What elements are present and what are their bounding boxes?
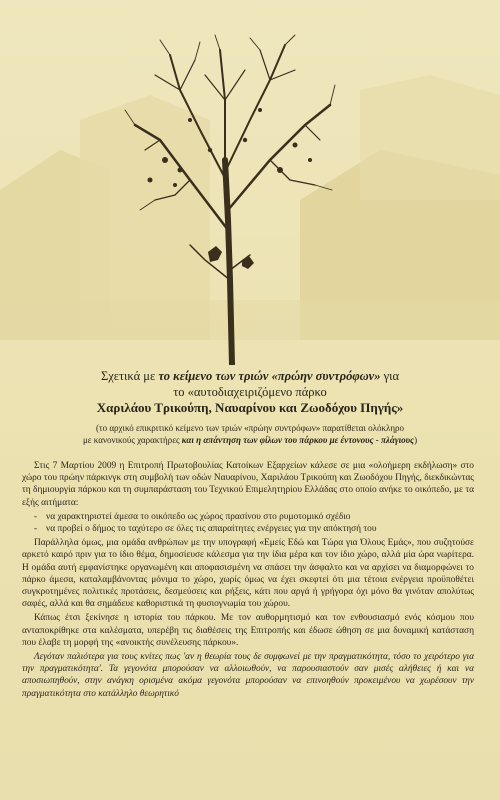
article-body [22, 460, 474, 702]
heading-line-2: το «αυτοδιαχειριζόμενο πάρκο [173, 385, 327, 399]
paragraph-1: Στις 7 Μαρτίου 2009 η Επιτροπή Πρωτοβουλίας Κατοίκων Εξαρχείων κάλεσε σε μια «ολοήμερη εκδήλωση» στο χώρο του πρώην πάρκινγκ στη συμβολή των οδών Ναυαρίνου, Χαριλάου Τρικούπη και Ζωοδόχου Πηγής, διεκδικώντας τη δημιουργία πάρκου και τη συμπαράσταση του Τεχνικού Επιμελητηρίου Ελλάδας στο οποίο ανήκε το οικόπεδο, με τα εξής αιτήματα: [22, 461, 474, 508]
heading-suffix: για [380, 369, 400, 383]
note-end: ) [414, 435, 418, 445]
note-plain: με κανονικούς χαρακτήρες [82, 435, 182, 445]
note-line-2 [20, 434, 480, 446]
list-item: - να χαρακτηριστεί άμεσα το οικόπεδο ως χώρος πρασίνου στο ρυμοτομικό σχέδιο [34, 511, 474, 523]
note-emphasis: και η απάντηση των φίλων του πάρκου με έντονους - πλάγιους [181, 435, 415, 445]
paragraph-4: Λεγόταν παλιότερα για τους κνίτες πως 'αν η θεωρία τους δε συμφωνεί με την πραγματικότητα, τόσο το χειρότερο για την πραγματικότητα'. Τα γεγονότα μπορούσαν να αλλοιωθούν, να παρουσιαστούν σαν μισές αλήθειες ή και να αποσιωπηθούν, στην ανάγκη ορισμένα ακόμα γεγονότα μπορούσαν να επινοηθούν προκειμένου να χωρέσουν την πραγματικότητα στο κατάλληλο θεωρητικό [22, 652, 474, 699]
paragraph-2: Παράλληλα όμως, μια ομάδα ανθρώπων με την υπογραφή «Εμείς Εδώ και Τώρα για Όλους Εμάς», που συζητούσε αρκετό καιρό πριν για το ίδιο θέμα, δημοσίευσε κάλεσμα για την ίδια μέρα και τον ίδιο χώρο, αλλά μία ώρα νωρίτερα. Η ομάδα αυτή εμφανίστηκε οργανωμένη και αποφασισμένη να σπάσει την άσφαλτο και να αρχίσει να διαμορφώνει το πάρκο άμεσα, καταλαμβάνοντας μόνιμα το χώρο, χωρίς όμως να έχει σκεφτεί ότι μια τέτοια ενέργεια προϋποθέτει συγκροτημένες πολιτικές προτάσεις, δεσμεύσεις και ρήξεις, κάτι που αργά ή γρήγορα όχι μόνο θα γινόταν απολύτως σαφές, αλλά και θα σημάδευε καθοριστικά τη φυσιογνωμία του χώρου. [22, 538, 474, 610]
heading-line-1 [20, 368, 480, 384]
heading-line-3: Χαριλάου Τρικούπη, Ναυαρίνου και Ζωοδόχου Πηγής» [96, 400, 404, 415]
bare-tree-illustration [120, 30, 340, 365]
list-item: - να προβεί ο δήμος το ταχύτερο σε όλες τις απαραίτητες ενέργειες για την απόκτησή του [34, 523, 474, 535]
paragraph-3: Κάπως έτσι ξεκίνησε η ιστορία του πάρκου. Με τον αυθορμητισμό και τον ενθουσιασμό ενός κόσμου που ανταποκρίθηκε στα καλέσματα, υπερέβη τις διαθέσεις της Επιτροπής και έδωσε ώθηση σε μια δυναμική κατάσταση που έλαβε τη μορφή της «ανοικτής συνέλευσης πάρκου». [22, 613, 474, 648]
editorial-note [20, 422, 480, 446]
demands-list [22, 511, 474, 535]
heading-prefix: Σχετικά με [100, 369, 159, 383]
heading-emphasis: το κείμενο των τριών «πρώην συντρόφων» [158, 369, 381, 383]
note-line-1: (το αρχικό επικριτικό κείμενο των τριών «πρώην συντρόφων» παρατίθεται ολόκληρο [95, 423, 405, 433]
